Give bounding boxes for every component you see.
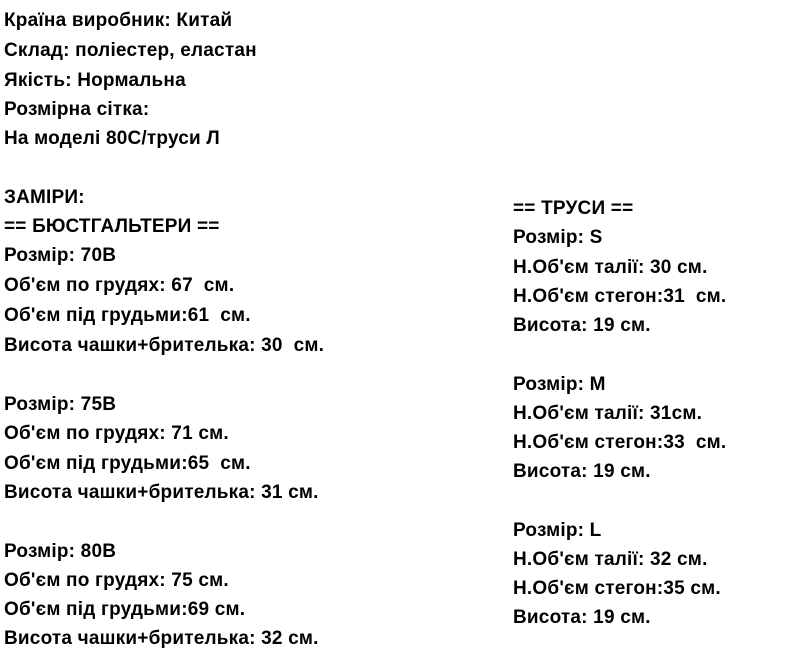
bra-size-80b: Розмір: 80В — [4, 541, 117, 562]
bra-size-70b: Розмір: 70В — [4, 245, 117, 266]
panties-l-waist: Н.Об'єм талії: 32 см. — [513, 549, 708, 570]
panties-l-hips: Н.Об'єм стегон:35 см. — [513, 578, 721, 599]
bra-size-75b: Розмір: 75В — [4, 394, 117, 415]
panties-l-height: Висота: 19 см. — [513, 607, 651, 628]
bra-70b-cup-height: Висота чашки+брителька: 30 см. — [4, 335, 325, 356]
panties-s-waist: Н.Об'єм талії: 30 см. — [513, 257, 708, 278]
composition: Склад: поліестер, еластан — [4, 40, 257, 61]
bra-75b-chest: Об'єм по грудях: 71 см. — [4, 423, 229, 444]
panties-size-m: Розмір: M — [513, 374, 606, 395]
panties-m-hips: Н.Об'єм стегон:33 см. — [513, 432, 727, 453]
panties-m-height: Висота: 19 см. — [513, 461, 651, 482]
panties-s-height: Висота: 19 см. — [513, 315, 651, 336]
bra-70b-chest: Об'єм по грудях: 67 см. — [4, 275, 235, 296]
bra-80b-underbust: Об'єм під грудьми:69 см. — [4, 599, 246, 620]
quality: Якість: Нормальна — [4, 70, 186, 91]
model-size: На моделі 80С/труси Л — [4, 128, 220, 149]
panties-size-s: Розмір: S — [513, 227, 603, 248]
bra-75b-cup-height: Висота чашки+брителька: 31 см. — [4, 482, 319, 503]
bra-70b-underbust: Об'єм під грудьми:61 см. — [4, 305, 251, 326]
bras-header: == БЮСТГАЛЬТЕРИ == — [4, 216, 220, 237]
bra-75b-underbust: Об'єм під грудьми:65 см. — [4, 453, 251, 474]
country-of-origin: Країна виробник: Китай — [4, 10, 233, 31]
panties-header: == ТРУСИ == — [513, 198, 634, 219]
panties-size-l: Розмір: L — [513, 520, 602, 541]
size-chart-label: Розмірна сітка: — [4, 99, 150, 120]
panties-m-waist: Н.Об'єм талії: 31см. — [513, 403, 703, 424]
measurements-title: ЗАМІРИ: — [4, 187, 85, 208]
panties-s-hips: Н.Об'єм стегон:31 см. — [513, 286, 727, 307]
bra-80b-chest: Об'єм по грудях: 75 см. — [4, 570, 229, 591]
bra-80b-cup-height: Висота чашки+брителька: 32 см. — [4, 628, 319, 649]
